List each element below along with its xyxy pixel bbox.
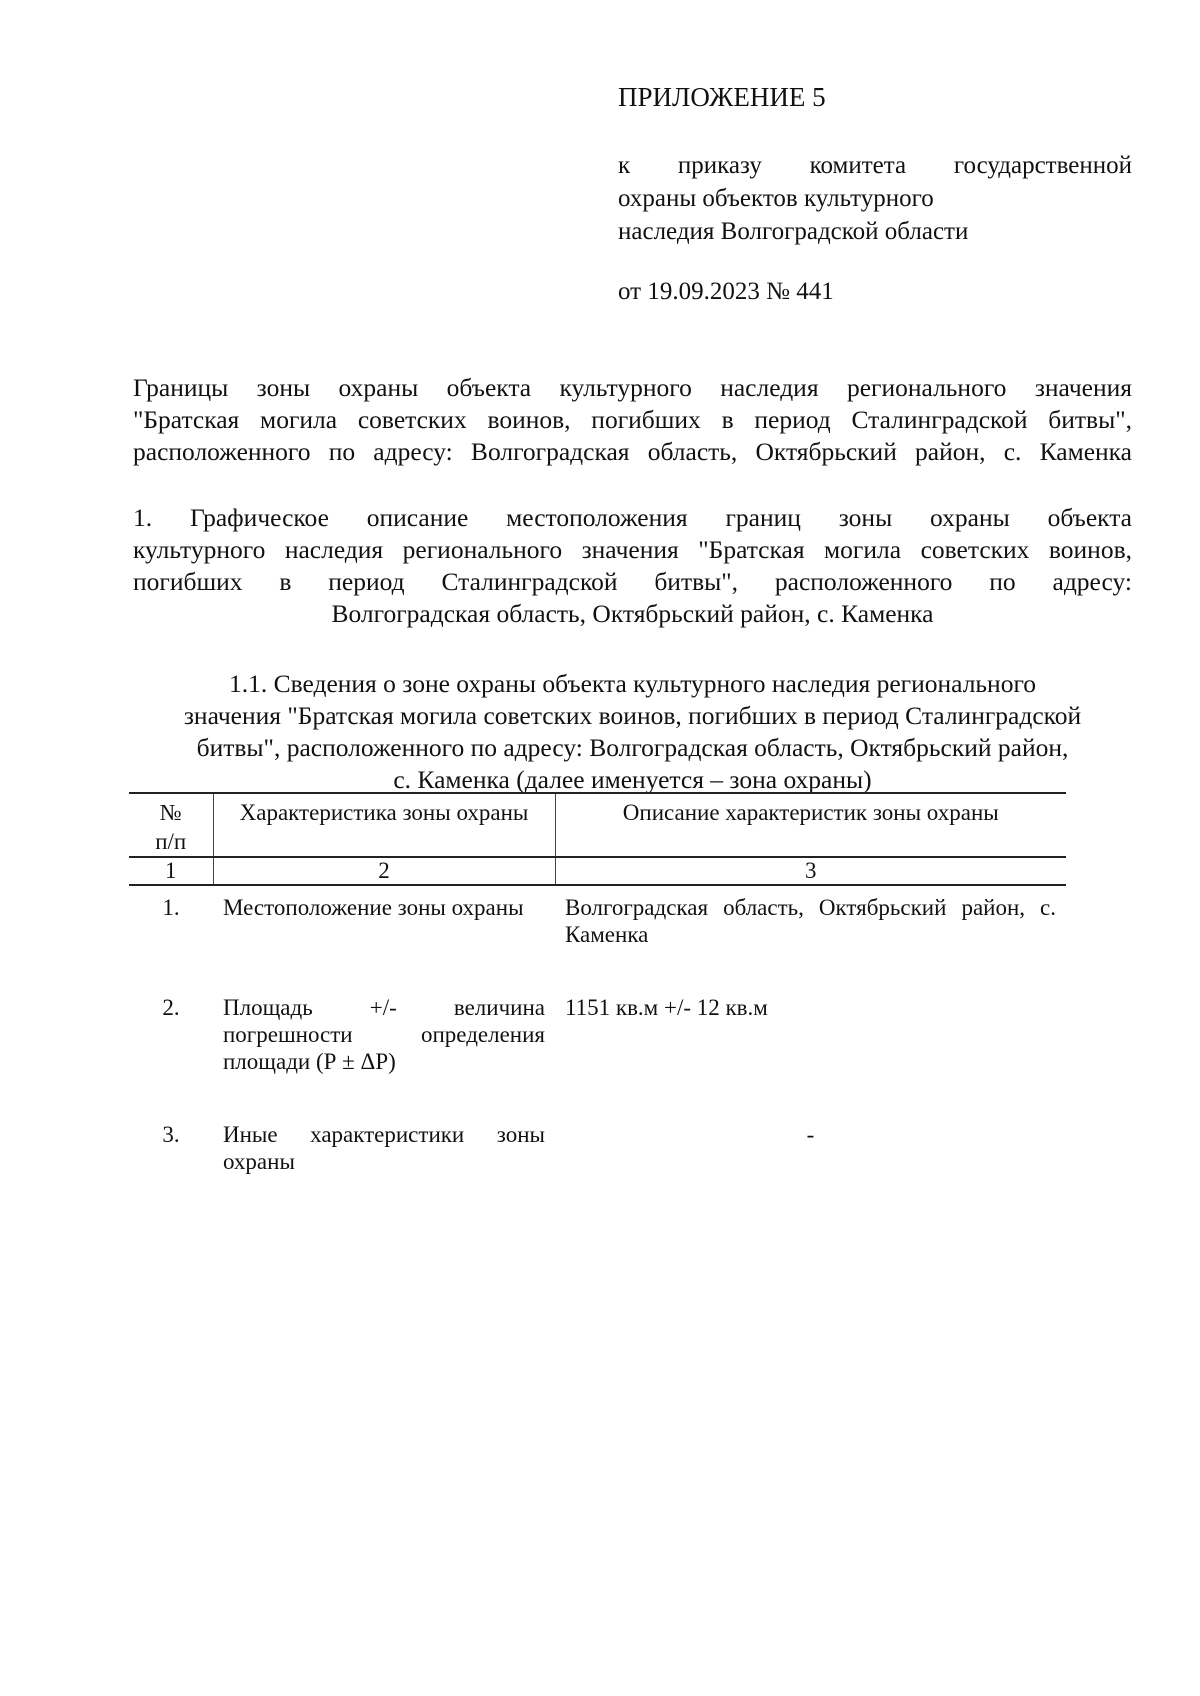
header-characteristic: Характеристика зоны охраны bbox=[213, 793, 555, 857]
section-line: погибших в период Сталинградской битвы", расположенного по адресу: bbox=[133, 567, 1132, 596]
column-number: 1 bbox=[129, 857, 213, 885]
section-line: 1. Графическое описание местоположения границ зоны охраны объекта bbox=[133, 503, 1132, 532]
row-description: Волгоградская область, Октябрьский район, с. Каменка bbox=[565, 895, 1056, 947]
order-reference-line: наследия Волгоградской области bbox=[618, 218, 969, 245]
zone-info-table bbox=[129, 792, 1066, 1175]
row-number: 1. bbox=[162, 895, 180, 920]
order-reference-line: к приказу комитета государственной bbox=[618, 152, 1132, 179]
row-characteristic: Иные характеристики зоны охраны bbox=[223, 1122, 545, 1174]
row-spacer bbox=[129, 1075, 1066, 1113]
row-description: - bbox=[806, 1122, 815, 1147]
heading-line: расположенного по адресу: Волгоградская область, Октябрьский район, с. Каменка bbox=[133, 437, 1132, 466]
table-row bbox=[129, 986, 1066, 1075]
row-spacer bbox=[129, 948, 1066, 986]
header-description: Описание характеристик зоны охраны bbox=[555, 793, 1066, 857]
column-number: 3 bbox=[555, 857, 1066, 885]
column-number: 2 bbox=[213, 857, 555, 885]
appendix-title: ПРИЛОЖЕНИЕ 5 bbox=[618, 82, 826, 112]
table-row bbox=[129, 885, 1066, 948]
order-reference bbox=[618, 149, 1132, 248]
order-reference-line: охраны объектов культурного bbox=[618, 185, 934, 212]
row-description: 1151 кв.м +/- 12 кв.м bbox=[565, 995, 768, 1020]
order-date: от 19.09.2023 № 441 bbox=[618, 278, 834, 305]
column-number-row bbox=[129, 857, 1066, 885]
row-number: 2. bbox=[162, 995, 180, 1020]
row-number: 3. bbox=[162, 1122, 180, 1147]
table-row bbox=[129, 1113, 1066, 1175]
subsection-line: битвы", расположенного по адресу: Волгоградская область, Октябрьский район, bbox=[196, 733, 1069, 762]
header-num-symbol: № bbox=[159, 800, 182, 825]
header-num-abbr: п/п bbox=[155, 829, 187, 854]
subsection-line: значения "Братская могила советских воинов, погибших в период Сталинградской bbox=[183, 701, 1082, 730]
subsection-line: 1.1. Сведения о зоне охраны объекта культурного наследия регионального bbox=[228, 669, 1037, 698]
section-line: культурного наследия регионального значения "Братская могила советских воинов, bbox=[133, 535, 1132, 564]
section-1-1-title bbox=[133, 668, 1132, 796]
section-1-title bbox=[133, 502, 1132, 630]
heading-line: Границы зоны охраны объекта культурного наследия регионального значения bbox=[133, 373, 1132, 402]
subsection-line: с. Каменка (далее именуется – зона охраны) bbox=[393, 765, 872, 794]
heading-line: "Братская могила советских воинов, погибших в период Сталинградской битвы", bbox=[133, 405, 1132, 434]
header-num bbox=[129, 793, 213, 857]
section-line: Волгоградская область, Октябрьский район, с. Каменка bbox=[331, 599, 934, 628]
row-characteristic: Площадь +/- величина погрешности определения площади (Р ± ΔР) bbox=[223, 995, 545, 1074]
table-header-row bbox=[129, 793, 1066, 857]
document-heading bbox=[133, 372, 1132, 468]
row-characteristic: Местоположение зоны охраны bbox=[223, 895, 524, 920]
